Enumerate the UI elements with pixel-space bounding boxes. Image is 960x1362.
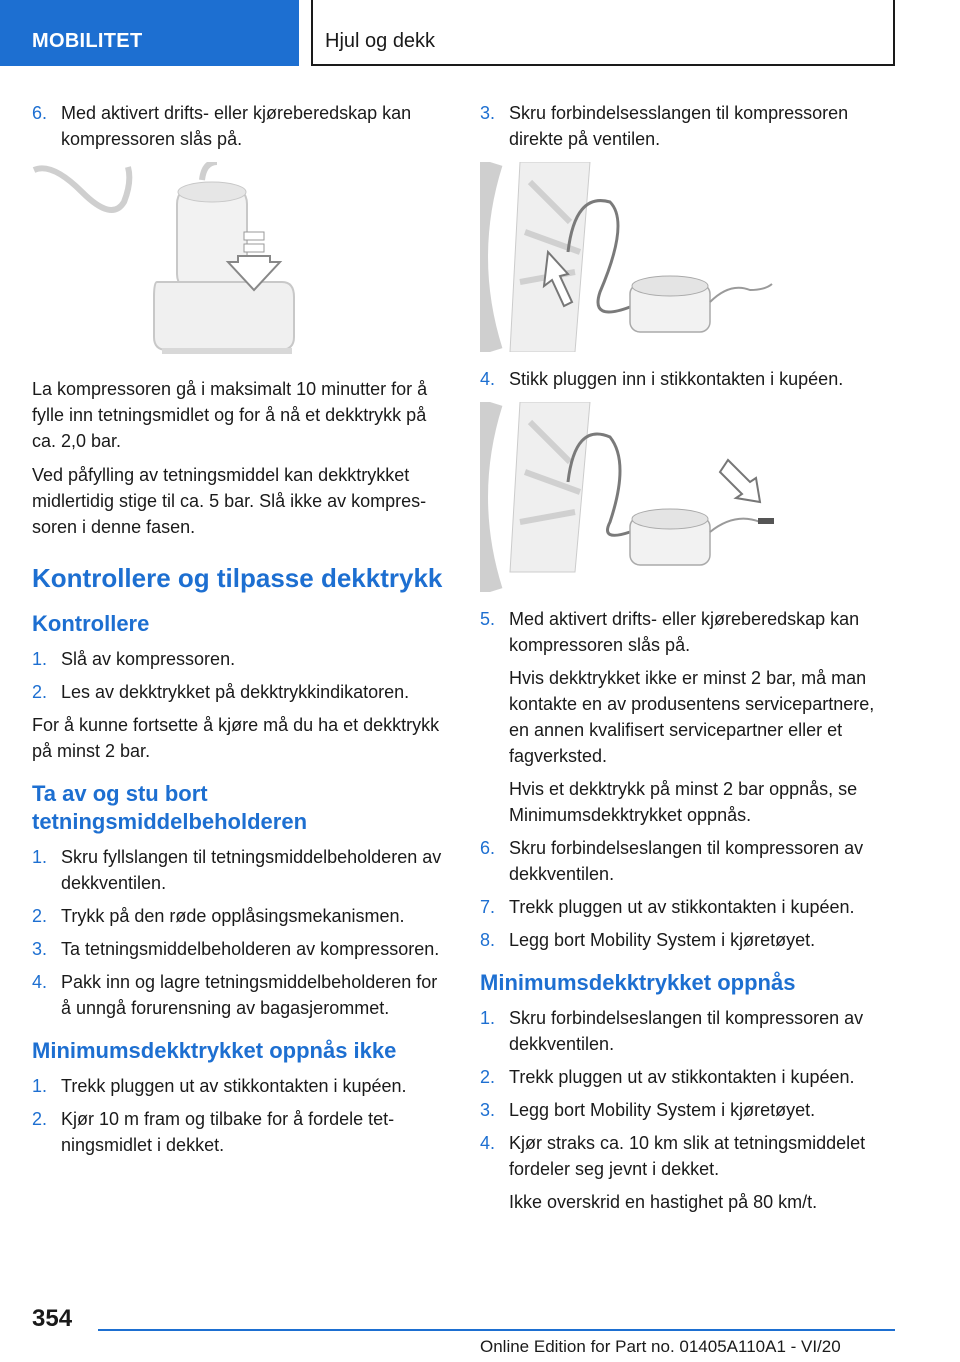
step-text: Trekk pluggen ut av stikkontakten i kupéen. — [509, 1067, 855, 1087]
step-number: 7. — [480, 897, 496, 917]
step-number: 2. — [32, 906, 48, 926]
step-text: Pakk inn og lagre tetningsmiddelbeholderen for å unngå forurensning av bagasjerommet. — [61, 972, 438, 1018]
step-note: Hvis dekktrykket ikke er minst 2 bar, må man kontakte en av produsentens servicepartnere, en annen kvalifisert servicepartner eller et fagverksted. — [509, 668, 875, 766]
paragraph: For å kunne fortsette å kjøre må du ha et dekktrykk på minst 2 bar. — [32, 715, 440, 761]
list-item — [480, 894, 896, 920]
list-item — [480, 1097, 896, 1123]
step-text: Ta tetningsmiddelbeholderen av kompressoren. — [61, 939, 440, 959]
step-number: 3. — [32, 939, 48, 959]
list-item — [32, 969, 448, 1021]
step-text: Legg bort Mobility System i kjøretøyet. — [509, 1100, 816, 1120]
list-item — [480, 835, 896, 887]
list-item — [32, 1106, 448, 1158]
step-note: Hvis et dekktrykk på minst 2 bar oppnås, se Minimumsdekktrykket oppnås. — [509, 779, 858, 825]
paragraph: Ved påfylling av tetningsmiddel kan dekktrykket midlertidig stige til ca. 5 bar. Slå ikke av kompressoren i denne fasen. — [32, 465, 427, 537]
list-item — [480, 1064, 896, 1090]
step-number: 2. — [32, 1109, 48, 1129]
step-number: 1. — [32, 1076, 48, 1096]
list-item — [480, 366, 896, 392]
step-number: 3. — [480, 103, 496, 123]
section-tab: MOBILITET — [0, 0, 299, 66]
list-item — [32, 100, 448, 152]
step-text: Skru forbindelsesslangen til kompressoren direkte på ventilen. — [509, 103, 849, 149]
step-number: 1. — [32, 847, 48, 867]
list-item — [32, 1073, 448, 1099]
list-item — [480, 1130, 896, 1182]
step-number: 3. — [480, 1100, 496, 1120]
step-text: Trykk på den røde opplåsingsmekanismen. — [61, 906, 405, 926]
plug-socket-illustration — [480, 402, 780, 592]
step-text: Stikk pluggen inn i stikkontakten i kupéen. — [509, 369, 844, 389]
step-text: Skru forbindelseslangen til kompressoren av dekkventilen. — [509, 1008, 864, 1054]
list-item — [32, 844, 448, 896]
page-title: Hjul og dekk — [325, 30, 436, 52]
step-text: Legg bort Mobility System i kjøretøyet. — [509, 930, 816, 950]
step-number: 8. — [480, 930, 496, 950]
step-text: Les av dekktrykket på dekktrykkindikatoren. — [61, 682, 410, 702]
step-number: 5. — [480, 609, 496, 629]
subsection-heading: Ta av og stu bort tetningsmiddelbeholderen — [32, 781, 308, 834]
compressor-illustration — [32, 162, 332, 362]
step-number: 4. — [480, 1133, 496, 1153]
step-number: 1. — [480, 1008, 496, 1028]
list-item — [480, 606, 896, 658]
left-column — [32, 100, 448, 1165]
list-item — [480, 927, 896, 953]
step-text: Slå av kompressoren. — [61, 649, 236, 669]
right-column — [480, 100, 896, 1222]
step-number: 1. — [32, 649, 48, 669]
list-item — [480, 1005, 896, 1057]
step-number: 4. — [480, 369, 496, 389]
step-number: 6. — [32, 103, 48, 123]
step-text: Kjør straks ca. 10 km slik at tetningsmiddelet fordeler seg jevnt i dekket. — [509, 1133, 866, 1179]
list-item — [32, 646, 448, 672]
list-item — [32, 903, 448, 929]
step-text: Kjør 10 m fram og tilbake for å fordele tetningsmidlet i dekket. — [61, 1109, 395, 1155]
step-number: 2. — [480, 1067, 496, 1087]
step-text: Trekk pluggen ut av stikkontakten i kupéen. — [509, 897, 855, 917]
section-heading: Kontrollere og tilpasse dekktrykk — [32, 563, 443, 593]
step-number: 6. — [480, 838, 496, 858]
page-number: 354 — [32, 1305, 73, 1332]
step-text: Med aktivert drifts- eller kjøreberedskap kan kompressoren slås på. — [61, 103, 412, 149]
list-item — [480, 100, 896, 152]
step-note: Ikke overskrid en hastighet på 80 km/t. — [509, 1192, 818, 1212]
subsection-heading: Minimumsdekktrykket oppnås — [480, 970, 796, 995]
paragraph: La kompressoren gå i maksimalt 10 minutter for å fylle inn tetningsmidlet og for å nå et dekktrykk på ca. 2,0 bar. — [32, 379, 428, 451]
list-item — [32, 679, 448, 705]
footer-rule — [98, 1329, 895, 1331]
subsection-heading: Minimumsdekktrykket oppnås ikke — [32, 1038, 397, 1063]
step-number: 2. — [32, 682, 48, 702]
subsection-heading: Kontrollere — [32, 611, 150, 636]
wheel-hose-illustration — [480, 162, 780, 352]
list-item — [32, 936, 448, 962]
edition-note: Online Edition for Part no. 01405A110A1 - VI/20 — [480, 1337, 841, 1356]
step-text: Skru forbindelseslangen til kompressoren av dekkventilen. — [509, 838, 864, 884]
step-text: Med aktivert drifts- eller kjøreberedskap kan kompressoren slås på. — [509, 609, 860, 655]
step-text: Trekk pluggen ut av stikkontakten i kupéen. — [61, 1076, 407, 1096]
step-text: Skru fyllslangen til tetningsmiddelbeholderen av dekkventilen. — [61, 847, 442, 893]
step-number: 4. — [32, 972, 48, 992]
